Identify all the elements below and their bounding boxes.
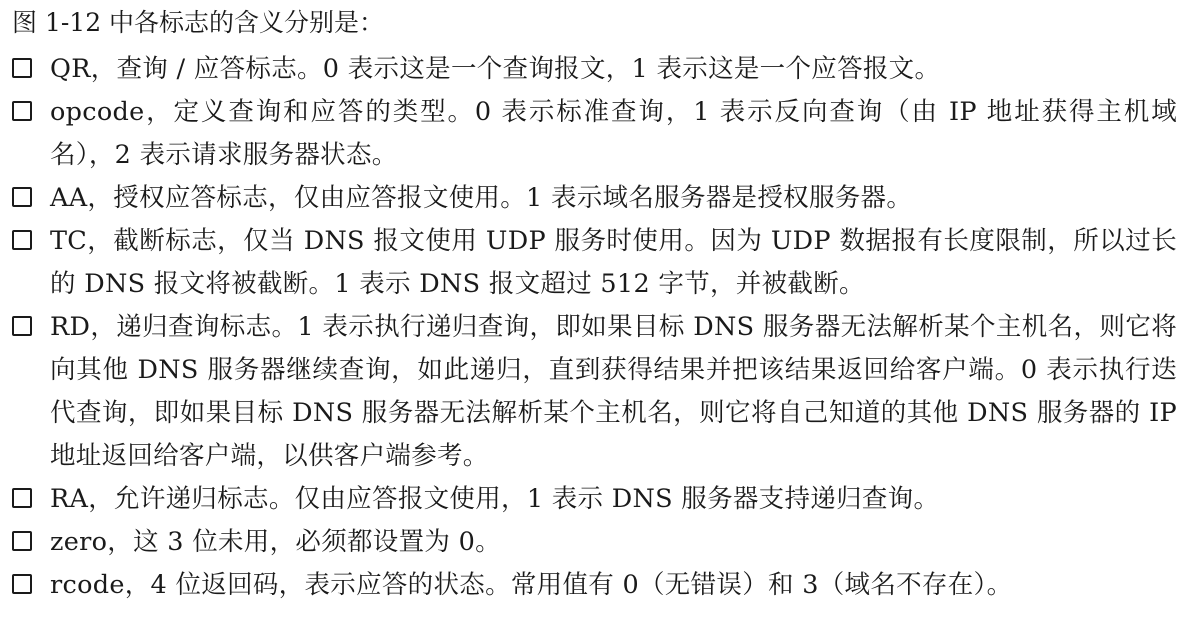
flag-item-text: zero，这 3 位未用，必须都设置为 0。 [50,527,501,557]
flag-item-aa [10,177,1177,220]
flag-item-text: rcode，4 位返回码，表示应答的状态。常用值有 0（无错误）和 3（域名不存在）。 [50,570,1013,600]
intro-line: 图 1-12 中各标志的含义分别是： [12,8,385,37]
checkbox-square-icon [12,316,32,336]
flag-item-tc [10,220,1177,306]
flag-item-text: RA，允许递归标志。仅由应答报文使用，1 表示 DNS 服务器支持递归查询。 [50,484,940,514]
flag-item-ra [10,478,1177,521]
flag-item-opcode [10,91,1177,177]
checkbox-square-icon [12,531,32,551]
checkbox-square-icon [12,101,32,121]
flag-item-rd [10,306,1177,478]
flag-item-text: AA，授权应答标志，仅由应答报文使用。1 表示域名服务器是授权服务器。 [50,183,913,213]
checkbox-square-icon [12,230,32,250]
flag-list [10,48,1177,607]
flag-item-text: QR，查询 / 应答标志。0 表示这是一个查询报文，1 表示这是一个应答报文。 [50,54,941,84]
checkbox-square-icon [12,488,32,508]
checkbox-square-icon [12,187,32,207]
checkbox-square-icon [12,574,32,594]
checkbox-square-icon [12,58,32,78]
flag-item-rcode [10,564,1177,607]
flag-item-text: RD，递归查询标志。1 表示执行递归查询，即如果目标 DNS 服务器无法解析某个主机名，则它将向其他 DNS 服务器继续查询，如此递归，直到获得结果并把该结果返回给客户端。0 表示执行迭代查询，即如果目标 DNS 服务器无法解析某个主机名，则它将自己知道的其他 DNS 服务器的 IP 地址返回给客户端，以供客户端参考。 [50,312,1177,471]
flag-item-text: opcode，定义查询和应答的类型。0 表示标准查询，1 表示反向查询（由 IP 地址获得主机域名），2 表示请求服务器状态。 [50,97,1177,170]
flag-item-text: TC，截断标志，仅当 DNS 报文使用 UDP 服务时使用。因为 UDP 数据报有长度限制，所以过长的 DNS 报文将被截断。1 表示 DNS 报文超过 512 字节，并被截断。 [50,226,1177,299]
flag-item-qr [10,48,1177,91]
flag-item-zero [10,521,1177,564]
